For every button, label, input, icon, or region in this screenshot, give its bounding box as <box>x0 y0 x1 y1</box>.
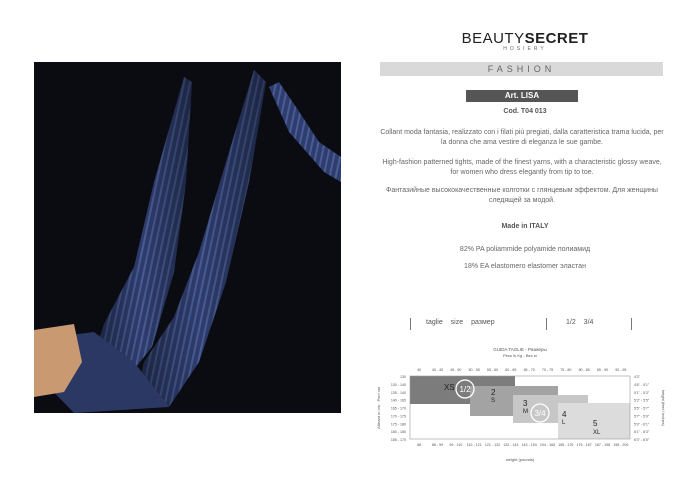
height-ft-tick: 5'5" - 5'7" <box>634 406 650 411</box>
description-russian: Фантазийные высококачественные колготки с глянцевым эффектом. Для женщины следящей за модой. <box>386 187 658 204</box>
y-axis-left-label: Altezza in cm · Рост см <box>376 387 381 429</box>
category-banner: FASHION <box>380 62 663 76</box>
weight-lb-tick: 165 - 176 <box>558 443 574 447</box>
height-cm-tick: 165 - 170 <box>390 406 406 411</box>
sizes-row <box>410 318 632 330</box>
weight-kg-tick: 40 - 45 <box>431 368 444 372</box>
height-cm-tick: 170 - 175 <box>390 414 406 419</box>
divider <box>631 318 632 330</box>
weight-kg-tick: 60 - 65 <box>505 368 517 372</box>
weight-lb-tick: 88 - 99 <box>431 443 444 447</box>
brand-name-part1: BEAUTY <box>461 30 525 47</box>
size-m-label: M <box>523 409 528 415</box>
size-2-label: 2 <box>491 388 496 397</box>
weight-kg-axis <box>417 368 626 372</box>
height-cm-tick: 130 - 140 <box>390 382 406 387</box>
height-ft-tick: 6'1" - 6'3" <box>634 430 650 435</box>
height-cm-tick: 130 <box>400 375 406 379</box>
size-xs-label: XS <box>444 383 455 392</box>
height-cm-tick: 180 - 185 <box>390 430 406 435</box>
brand-name-part2: SECRET <box>524 30 589 47</box>
weight-lb-tick: 132 - 143 <box>503 443 519 447</box>
weight-lb-tick: 99 - 110 <box>449 443 463 447</box>
y-axis-right-label: height (feet / inches) <box>661 389 666 427</box>
weight-kg-tick: 80 - 85 <box>578 368 590 372</box>
weight-kg-tick: 50 - 55 <box>468 368 480 372</box>
weight-kg-tick: 65 - 70 <box>523 368 535 372</box>
height-ft-tick: 5'3" - 5'5" <box>634 398 650 403</box>
weight-lb-tick: 110 - 121 <box>466 443 482 447</box>
height-ft-tick: 4'6" - 5'1" <box>634 382 650 387</box>
brand-logo <box>400 30 650 52</box>
weight-lb-tick: 88 <box>417 443 422 447</box>
height-cm-tick: 140 - 165 <box>390 398 406 403</box>
x-axis-label: weight (pounds) <box>505 457 535 462</box>
weight-lb-axis <box>417 443 628 447</box>
weight-lb-tick: 198 - 209 <box>613 443 629 447</box>
description-italian: Collant moda fantasia, realizzato con i filati più pregiati, dalla caratteristica trama lucida, per la donna che ama vestire di eleganza le sue gambe. <box>380 129 664 146</box>
size-1-2-label: 1/2 <box>459 385 471 394</box>
height-cm-tick: 175 - 180 <box>390 422 406 427</box>
size-s-label: S <box>491 398 496 404</box>
height-ft-tick: 5'7" - 5'9" <box>634 414 650 419</box>
weight-kg-tick: 90 - 95 <box>615 368 627 372</box>
height-cm-axis <box>391 375 406 442</box>
weight-kg-tick: 75 - 80 <box>560 368 572 372</box>
product-photo <box>34 62 341 413</box>
product-code: Cod. T04 013 <box>503 108 547 115</box>
divider <box>410 318 411 330</box>
height-ft-tick: 6'3" - 6'5" <box>634 438 650 442</box>
description-english: High-fashion patterned tights, made of the finest yarns, with a characteristic glossy weave, for women who dress elegantly from tip to toe. <box>382 159 662 176</box>
size-chart-subtitle: Peso in Kg - Вес кг <box>502 353 538 358</box>
size-chart <box>373 343 668 468</box>
height-ft-tick: 5'9" - 6'1" <box>634 422 650 427</box>
weight-kg-tick: 70 - 75 <box>541 368 554 372</box>
composition-line-1: 82% PA poliammide polyamide полиамид <box>459 246 591 253</box>
size-3-4-label: 3/4 <box>534 409 546 418</box>
divider <box>546 318 547 330</box>
size-xl-label: XL <box>593 430 601 436</box>
weight-lb-tick: 121 - 132 <box>484 443 501 447</box>
weight-lb-tick: 154 - 165 <box>539 443 556 447</box>
weight-lb-tick: 143 - 154 <box>521 443 537 447</box>
sizes-values: 1/2 3/4 <box>566 319 594 326</box>
height-ft-axis <box>634 375 650 442</box>
weight-lb-tick: 187 - 198 <box>594 443 611 447</box>
size-5-label: 5 <box>593 419 598 428</box>
size-chart-title: GUIDA TAGLIE - Размеры <box>493 347 547 352</box>
composition-line-2: 18% EA elastomero elastomer эластан <box>464 263 586 270</box>
height-cm-tick: 135 - 140 <box>390 390 406 395</box>
weight-kg-tick: 40 <box>417 368 422 372</box>
size-l-label: L <box>562 420 566 426</box>
height-cm-tick: 185 - 170 <box>390 438 406 442</box>
weight-kg-tick: 85 - 90 <box>596 368 609 372</box>
made-in-label: Made in ITALY <box>501 223 549 230</box>
article-name: Art. LISA <box>466 90 578 102</box>
sizes-label: taglie size размер <box>426 319 495 326</box>
weight-kg-tick: 45 - 50 <box>450 368 462 372</box>
size-3-label: 3 <box>523 399 528 408</box>
weight-lb-tick: 176 - 187 <box>576 443 592 447</box>
height-ft-tick: 5'1" - 5'3" <box>634 390 650 395</box>
size-4-label: 4 <box>562 410 567 419</box>
brand-subtitle: HOSIERY <box>503 46 547 52</box>
height-ft-tick: 4'3" <box>634 375 640 379</box>
weight-kg-tick: 55 - 60 <box>486 368 499 372</box>
